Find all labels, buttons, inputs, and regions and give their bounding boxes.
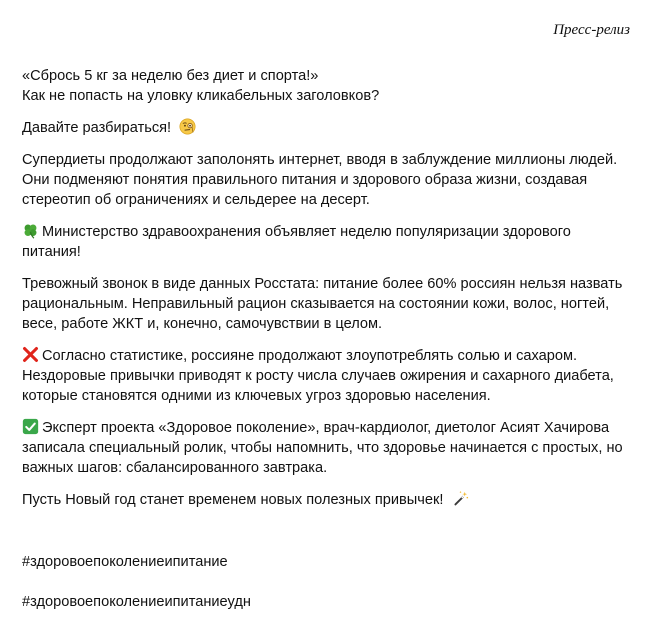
paragraph-superdiets <box>22 150 650 210</box>
paragraph-rosstat <box>22 274 650 334</box>
face-with-monocle-icon <box>179 118 196 135</box>
paragraph-statistics <box>22 346 650 406</box>
text-line: весе, работе ЖКТ и, конечно, самочувствии в целом. <box>22 316 383 332</box>
document-body <box>22 66 650 632</box>
text-line: Эксперт проекта «Здоровое поколение», врач-кардиолог, диетолог Асият Хачирова <box>42 420 610 436</box>
text-line: важных шагов: сбалансированного завтрака. <box>22 460 328 476</box>
green-check-mark-icon <box>22 418 39 435</box>
text-line: стереотип об ограничениях и сельдерее на десерт. <box>22 192 370 208</box>
text-line: Тревожный звонок в виде данных Росстата: питание более 60% россиян нельзя назвать <box>22 276 623 292</box>
paragraph-ministry <box>22 222 650 262</box>
text-line: рациональным. Неправильный рацион сказывается на состоянии кожи, волос, ногтей, <box>22 296 610 312</box>
text-line: питания! <box>22 244 81 260</box>
text-line: которые становятся одними из ключевых угроз здоровью населения. <box>22 388 491 404</box>
magic-wand-icon <box>452 490 469 507</box>
headline-line-2: Как не попасть на уловку кликабельных заголовков? <box>22 88 380 104</box>
text-line: записала специальный ролик, чтобы напомнить, что здоровье начинается с простых, но <box>22 440 623 456</box>
four-leaf-clover-icon <box>22 222 39 239</box>
red-cross-mark-icon <box>22 346 39 363</box>
hashtag-1: #здоровоепоколениеипитание <box>22 554 228 570</box>
headline <box>22 66 650 106</box>
hashtag-2: #здоровоепоколениеипитаниеудн <box>22 594 251 610</box>
text-line: Согласно статистике, россияне продолжают злоупотреблять солью и сахаром. <box>42 348 578 364</box>
text-line: Министерство здравоохранения объявляет неделю популяризации здорового <box>42 224 571 240</box>
press-release-label: Пресс-релиз <box>553 22 630 38</box>
closing-text: Пусть Новый год станет временем новых полезных привычек! <box>22 492 444 508</box>
closing-paragraph <box>22 490 650 510</box>
text-line: Нездоровые привычки приводят к росту числа случаев ожирения и сахарного диабета, <box>22 368 614 384</box>
text-line: Они подменяют понятия правильного питания и здорового образа жизни, создавая <box>22 172 588 188</box>
text-line: Супердиеты продолжают заполонять интернет, вводя в заблуждение миллионы людей. <box>22 152 618 168</box>
intro-paragraph <box>22 118 650 138</box>
intro-text: Давайте разбираться! <box>22 120 172 136</box>
headline-line-1: «Сбрось 5 кг за неделю без диет и спорта!» <box>22 68 319 84</box>
paragraph-expert <box>22 418 650 478</box>
